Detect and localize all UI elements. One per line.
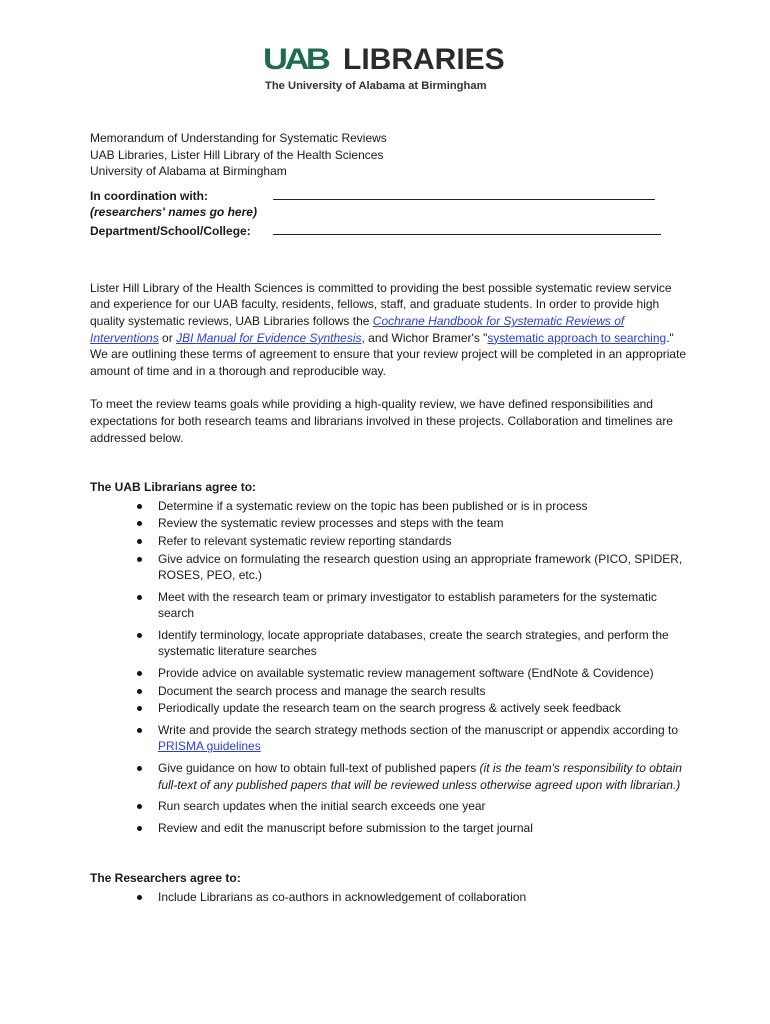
memorandum-document bbox=[90, 130, 690, 907]
librarians-list bbox=[90, 498, 690, 837]
librarians-section-title: The UAB Librarians agree to: bbox=[90, 480, 257, 495]
list-item: Document the search process and manage the search results bbox=[158, 683, 690, 700]
list-item: Include Librarians as co-authors in acknowledgement of collaboration bbox=[158, 889, 690, 906]
intro-text-3: , and Wichor Bramer's " bbox=[361, 330, 488, 345]
goals-paragraph: To meet the review teams goals while providing a high-quality review, we have defined responsibilities and expectations for both research teams and librarians involved in these projects. Collaboration and timelines are addressed below. bbox=[90, 397, 673, 445]
list-item: Review and edit the manuscript before submission to the target journal bbox=[158, 820, 690, 837]
systematic-approach-link[interactable]: systematic approach to searching bbox=[487, 330, 667, 345]
list-item: Identify terminology, locate appropriate databases, create the search strategies, and perform the systematic literature searches bbox=[158, 627, 690, 660]
document-title: Memorandum of Understanding for Systematic Reviews bbox=[90, 131, 387, 145]
uab-libraries-logo bbox=[263, 44, 513, 96]
coordination-label: In coordination with: bbox=[90, 188, 208, 203]
logo-subtitle: The University of Alabama at Birmingham bbox=[265, 80, 487, 92]
list-item: Refer to relevant systematic review reporting standards bbox=[158, 533, 690, 550]
list-item: Give advice on formulating the research question using an appropriate framework (PICO, SPIDER, ROSES, PEO, etc.) bbox=[158, 551, 690, 584]
prisma-guidelines-link[interactable]: PRISMA guidelines bbox=[158, 739, 261, 754]
department-blank-line[interactable] bbox=[273, 234, 661, 235]
list-item: Provide advice on available systematic review management software (EndNote & Covidence) bbox=[158, 665, 690, 682]
coordination-hint: (researchers' names go here) bbox=[90, 205, 257, 220]
jbi-manual-link[interactable]: JBI Manual for Evidence Synthesis bbox=[176, 330, 362, 345]
coordination-field bbox=[90, 188, 690, 221]
uab-logo-mark: UAB bbox=[263, 43, 328, 76]
write-item-text: Write and provide the search strategy methods section of the manuscript or appendix according to bbox=[158, 722, 679, 737]
coordination-blank-line[interactable] bbox=[273, 199, 655, 200]
department-label: Department/School/College: bbox=[90, 223, 251, 238]
intro-paragraph bbox=[90, 280, 690, 380]
list-item: Meet with the research team or primary investigator to establish parameters for the systematic search bbox=[158, 589, 690, 622]
list-item bbox=[158, 722, 690, 755]
logo-wordmark: LIBRARIES bbox=[343, 43, 505, 76]
list-item: Periodically update the research team on the search progress & actively seek feedback bbox=[158, 700, 690, 717]
list-item: Determine if a systematic review on the topic has been published or is in process bbox=[158, 498, 690, 515]
intro-text-4: ." We are outlining these terms of agreement to ensure that your review project will be completed in an appropriate amount of time and in a thorough and reproducible way. bbox=[90, 330, 687, 378]
cochrane-handbook-link[interactable]: Cochrane Handbook for Systematic Reviews of Interventions bbox=[90, 313, 625, 345]
list-item bbox=[158, 760, 690, 793]
fulltext-item-note: (it is the team's responsibility to obtain full-text of any published papers that will be reviewed unless otherwise agreed upon with librarian.) bbox=[158, 761, 682, 792]
list-item: Review the systematic review processes and steps with the team bbox=[158, 515, 690, 532]
researchers-list bbox=[90, 889, 690, 906]
document-university: University of Alabama at Birmingham bbox=[90, 164, 287, 179]
document-org: UAB Libraries, Lister Hill Library of the Health Sciences bbox=[90, 147, 384, 162]
document-header bbox=[90, 130, 690, 180]
intro-text-1: Lister Hill Library of the Health Sciences is committed to providing the best possible systematic review service and experience for our UAB faculty, residents, fellows, staff, and graduate students. In order to provide high quality systematic reviews, UAB Libraries follows the bbox=[90, 280, 672, 328]
researchers-section-title: The Researchers agree to: bbox=[90, 871, 241, 886]
list-item: Run search updates when the initial search exceeds one year bbox=[158, 798, 690, 815]
intro-text-2: or bbox=[158, 330, 177, 345]
fulltext-item-text: Give guidance on how to obtain full-text of published papers bbox=[158, 761, 480, 776]
department-field bbox=[90, 223, 690, 243]
